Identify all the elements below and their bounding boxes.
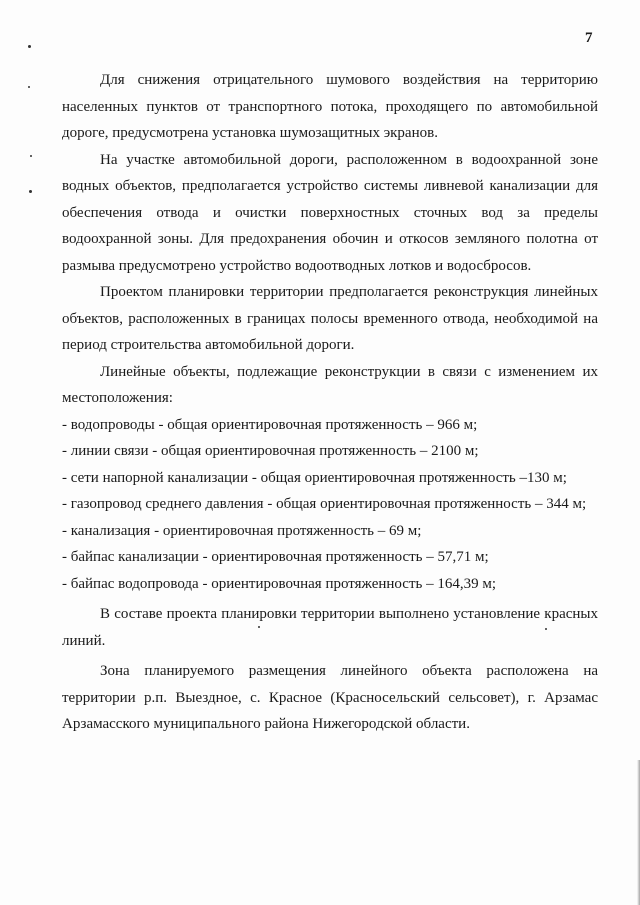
scan-speck	[28, 45, 31, 48]
paragraph-drainage: На участке автомобильной дороги, расположенном в водоохранной зоне водных объектов, предполагается устройство системы ливневой канализации для обеспечения отвода и очистки поверхностных сточных вод за пределы водоохранной зоны. Для предохранения обочин и откосов земляного полотна от размыва предусмотрено устройство водоотводных лотков и водосбросов.	[62, 151, 598, 274]
paragraph-linear-objects-intro: Линейные объекты, подлежащие реконструкции в связи с изменением их местоположения:	[62, 363, 598, 406]
scan-speck	[28, 86, 30, 88]
list-item: - байпас канализации - ориентировочная протяженность – 57,71 м;	[62, 549, 489, 565]
scan-speck	[30, 155, 32, 157]
list-item: - газопровод среднего давления - общая ориентировочная протяженность – 344 м;	[62, 496, 587, 512]
list-item: - водопроводы - общая ориентировочная протяженность – 966 м;	[62, 416, 478, 433]
list-item: - канализация - ориентировочная протяженность – 69 м;	[62, 522, 422, 539]
paragraph-noise-screens: Для снижения отрицательного шумового воздействия на территорию населенных пунктов от транспортного потока, проходящего по автомобильной дороге, предусмотрена установка шумозащитных экранов.	[62, 72, 598, 141]
scan-speck	[29, 190, 32, 193]
paragraph-location: Зона планируемого размещения линейного объекта расположена на территории р.п. Выездное, с. Красное (Красносельский сельсовет), г. Арзамас Арзамасского муниципального района Нижегородской области.	[62, 663, 598, 732]
paragraph-reconstruction: Проектом планировки территории предполагается реконструкция линейных объектов, расположенных в границах полосы временного отвода, необходимой на период строительства автомобильной дороги.	[62, 284, 598, 353]
linear-objects-list	[62, 412, 598, 598]
paragraph-red-lines: В составе проекта планировки территории выполнено установление красных линий.	[62, 606, 598, 649]
document-body	[62, 67, 598, 738]
list-item: - байпас водопровода - ориентировочная протяженность – 164,39 м;	[62, 575, 497, 592]
page-number: 7	[585, 30, 593, 46]
list-item: - сети напорной канализации - общая ориентировочная протяженность –130 м;	[62, 469, 567, 486]
list-item: - линии связи - общая ориентировочная протяженность – 2100 м;	[62, 443, 479, 459]
